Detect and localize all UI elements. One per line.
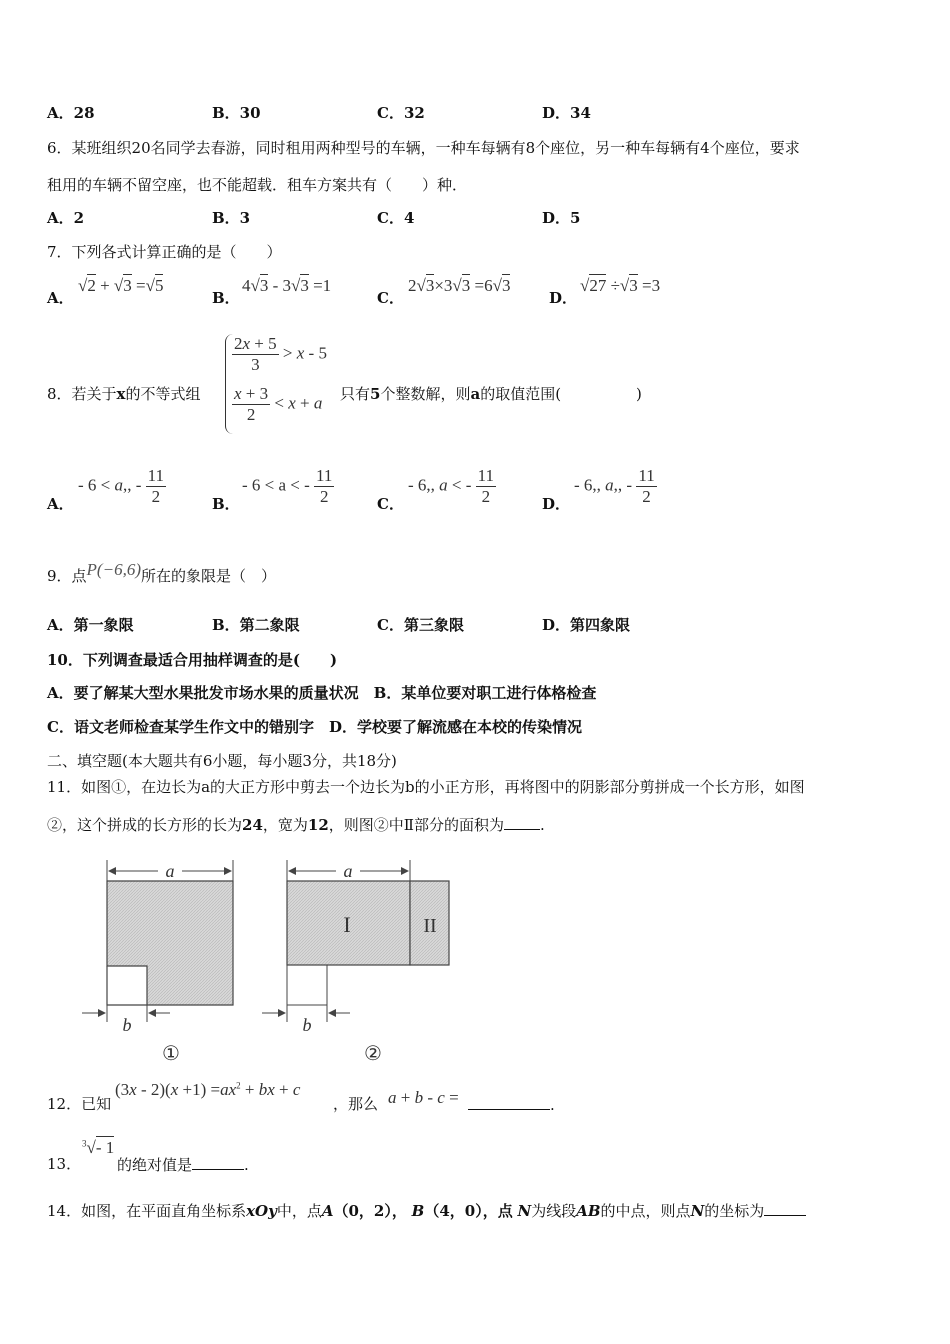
q8-a: a: [470, 385, 481, 403]
q12-prefix: 12．已知: [47, 1095, 112, 1113]
q8-suffix-c: 的取值范围( ): [480, 385, 642, 403]
q6-stem-line2: 租用的车辆不留空座，也不能超载．租车方案共有（ ）种．: [47, 176, 468, 194]
q13-prefix: 13．: [47, 1155, 82, 1173]
q14-prefix: 14．如图，在平面直角坐标系: [47, 1202, 247, 1220]
q14-point-a: A: [321, 1202, 334, 1220]
q12-expression: a + b - c =: [388, 1088, 459, 1107]
q8-x: x: [116, 385, 126, 403]
q11-end: .: [539, 816, 545, 834]
q14-text-3: 的中点，则点: [600, 1202, 691, 1220]
q8-label-b: B．: [212, 495, 240, 513]
q9-prefix: 9．点: [47, 567, 87, 585]
q14-xoy: xOy: [246, 1202, 277, 1220]
q6-options: [47, 207, 84, 228]
q8-suffix-b: 个整数解，则: [380, 385, 471, 403]
q8-prefix: 8．若关于: [47, 385, 117, 403]
q10-options-line1: A．要了解某大型水果批发市场水果的质量状况 B．某单位要对职工进行体格检查: [47, 684, 597, 702]
q12-equation: $(3x - 2)(x +1) =ax^2$ + bx + c: [115, 1080, 301, 1099]
q8-suffix-a: 只有: [340, 385, 371, 403]
fig2-label-b: b: [302, 1015, 312, 1035]
q8-label-d: D．: [542, 495, 571, 513]
q8-option-a-formula: - 6 < a,, - $\frac{11}{2}$: [78, 466, 165, 506]
q6-option-a: A．2: [47, 209, 85, 227]
q8-middle: 的不等式组: [125, 385, 201, 403]
q7-formula-b: 4√3 - 3√3 =1: [242, 276, 332, 295]
q8-option-b-formula: - 6 < a < - $\frac{11}{2}$: [242, 466, 333, 506]
q12-mid: ，那么: [333, 1095, 379, 1113]
q14-a-coord: （0，2），: [333, 1202, 407, 1220]
q9-suffix: 所在的象限是（ ）: [140, 567, 276, 585]
q10-stem: 10．下列调查最适合用抽样调查的是( ): [47, 651, 338, 669]
q8-option-c-formula: - 6,, a < - $\frac{11}{2}$: [408, 466, 495, 506]
q9-option-d: D．第四象限: [542, 616, 631, 634]
q14-stem: [47, 1199, 806, 1221]
q6-option-d: D．5: [542, 209, 581, 227]
q14-answer-blank: [764, 1199, 806, 1216]
q7-label-a: A．: [47, 289, 74, 307]
fig2-label-region-1: I: [343, 912, 351, 937]
q14-point-n: N: [517, 1202, 532, 1220]
q12-answer: [468, 1093, 555, 1114]
q12-end: .: [550, 1096, 555, 1114]
q7-formula-d: √27 ÷√3 =3: [580, 276, 661, 295]
q9-point: P(−6,6): [86, 560, 141, 579]
q13-end: .: [244, 1156, 249, 1174]
q14-b-coord: （4，0），点: [424, 1202, 513, 1220]
fig1-small-square: [107, 966, 147, 1005]
figure-2: [262, 860, 449, 1065]
q6-stem-line1: 6．某班组织20名同学去春游，同时租用两种型号的车辆，一种车每辆有8个座位，另一种车每辆有4个座位，要求: [47, 139, 800, 157]
q8-label-c: C．: [377, 495, 404, 513]
q11-stem-line2: [47, 814, 545, 835]
fig1-caption: ①: [162, 1041, 180, 1065]
q9-option-a: A．第一象限: [47, 616, 134, 634]
fig2-label-a: a: [343, 861, 353, 881]
q9-option-c: C．第三象限: [377, 616, 464, 634]
fig1-label-b: b: [122, 1015, 132, 1035]
figure-1: [82, 860, 233, 1065]
q13-cube-root: $^3$√- 1: [82, 1138, 115, 1157]
q11-text-c: ，则图②中Ⅱ部分的面积为: [328, 816, 504, 834]
q11-length: 24: [242, 816, 263, 834]
q13-text-main: 的绝对值是: [117, 1156, 193, 1174]
q5-option-c: C．32: [377, 104, 425, 122]
q11-stem-line1: 11．如图①，在边长为a的大正方形中剪去一个边长为b的小正方形，再将图中的阴影部分剪拼成一个长方形，如图: [47, 778, 805, 796]
q7-label-c: C．: [377, 289, 404, 307]
q13-text: [117, 1153, 249, 1175]
q5-option-d: D．34: [542, 104, 591, 122]
q6-option-c: C．4: [377, 209, 415, 227]
q14-segment-ab: AB: [576, 1202, 601, 1220]
q10-options-line2: C．语文老师检查某学生作文中的错别字 D．学校要了解流感在本校的传染情况: [47, 718, 582, 736]
q8-label-a: A．: [47, 495, 74, 513]
q8-stem: [47, 383, 201, 404]
q8-option-d-formula: - 6,, a,, - $\frac{11}{2}$: [574, 466, 655, 506]
q14-point-n-2: N: [690, 1202, 705, 1220]
q11-width: 12: [307, 816, 329, 834]
fig2-label-region-2: II: [423, 915, 437, 937]
q13-answer-blank: [192, 1153, 244, 1170]
q11-text-a: ②，这个拼成的长方形的长为: [47, 816, 243, 834]
q8-condition: [340, 383, 642, 404]
q9-option-b: B．第二象限: [212, 616, 300, 634]
q11-answer-blank: [504, 829, 540, 830]
q11-text-b: ，宽为: [262, 816, 308, 834]
q8-inequality-system: $\frac{2x + 5}{3}$ > x - 5 $\frac{x + 3}{2}$ < x + a: [225, 334, 327, 434]
fig2-caption: ②: [364, 1041, 382, 1065]
q9-stem: [47, 560, 276, 586]
q5-option-b: B．30: [212, 104, 261, 122]
q7-label-d: D．: [549, 289, 578, 307]
q8-five: 5: [370, 385, 381, 403]
q5-option-a: A．28: [47, 104, 95, 122]
q14-text-4: 的坐标为: [704, 1202, 765, 1220]
q6-option-b: B．3: [212, 209, 251, 227]
q7-formula-c: 2√3×3√3 =6√3: [408, 276, 511, 295]
q14-text-2: 为线段: [531, 1202, 577, 1220]
q14-point-b: B: [411, 1202, 425, 1220]
q12-answer-blank: [468, 1093, 550, 1110]
q14-text-1: 中，点: [276, 1202, 322, 1220]
q7-label-b: B．: [212, 289, 240, 307]
fig1-label-a: a: [165, 861, 175, 881]
section2-heading: 二、填空题(本大题共有6小题，每小题3分，共18分): [47, 752, 397, 770]
q7-stem: 7．下列各式计算正确的是（ ）: [47, 243, 282, 261]
q7-formula-a: √2 + √3 =√5: [78, 276, 164, 295]
q11-figures: [70, 850, 470, 1072]
